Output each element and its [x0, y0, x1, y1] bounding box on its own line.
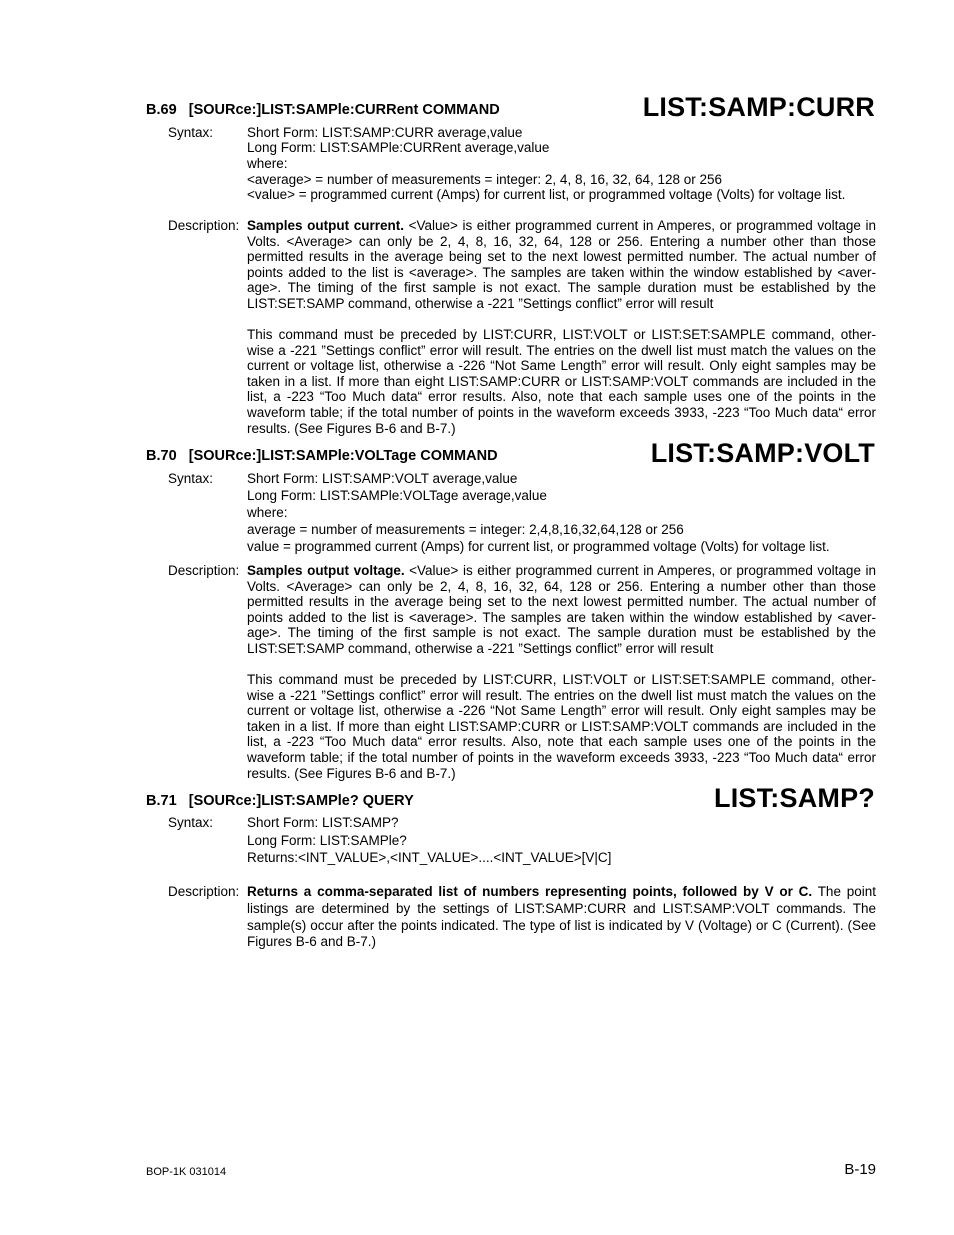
description-label: Description: — [168, 218, 240, 233]
syntax-line: <average> = number of measurements = integer: 2, 4, 8, 16, 32, 64, 128 or 256 — [247, 172, 723, 187]
section-heading-text: [SOURce:]LIST:SAMPle:VOLTage COMMAND — [188, 448, 498, 464]
syntax-label: Syntax: — [168, 125, 214, 140]
footer-page-number: B-19 — [844, 1161, 876, 1178]
section-number: B.69 — [146, 102, 177, 118]
section-heading-b70 — [146, 448, 498, 464]
syntax-line: Long Form: LIST:SAMPle:VOLTage average,value — [247, 488, 547, 503]
syntax-line: Short Form: LIST:SAMP:VOLT average,value — [247, 471, 518, 486]
section-number: B.70 — [146, 448, 177, 464]
section-heading-b71 — [146, 793, 414, 809]
description-paragraph: This command must be preceded by LIST:CURR, LIST:VOLT or LIST:SET:SAMPLE command, other-wise a -221 ”Settings conflict” error will result. The entries on the dwell list must match the values on the current or voltage list, otherwise a -226 “Not Same Length” error will result. Only eight samples may be taken in a list. If more than eight LIST:SAMP:CURR or LIST:SAMP:VOLT commands are included in the list, a -223 “Too Much data“ error results. Also, note that each sample uses one of the points in the waveform table; if the total number of points in the waveform exceeds 3933, -223 “Too Much data“ error results. (See Figures B-6 and B-7.) — [247, 327, 876, 436]
description-label: Description: — [168, 563, 240, 578]
section-number: B.71 — [146, 793, 177, 809]
section-heading-b69 — [146, 102, 500, 118]
syntax-label: Syntax: — [168, 815, 214, 830]
description-label: Description: — [168, 884, 240, 899]
syntax-line: Returns:<INT_VALUE>,<INT_VALUE>....<INT_VALUE>[V|C] — [247, 850, 612, 865]
description-paragraph: This command must be preceded by LIST:CURR, LIST:VOLT or LIST:SET:SAMPLE command, other-wise a -221 ”Settings conflict” error will result. The entries on the dwell list must match the values on the current or voltage list, otherwise a -226 “Not Same Length” error will result. Only eight samples may be taken in a list. If more than eight LIST:SAMP:CURR or LIST:SAMP:VOLT commands are included in the list, a -223 “Too Much data“ error results. Also, note that each sample uses one of the points in the waveform table; if the total number of points in the waveform exceeds 3933, -223 “Too Much data“ error results. (See Figures B-6 and B-7.) — [247, 672, 876, 781]
description-text: <Value> is either programmed current in Amperes, or programmed voltage in Volts. <Average> can only be 2, 4, 8, 16, 32, 64, 128 or 256. Entering a number other than those permitted results in the average being set to the next lowest permitted number. The actual number of points added to the list is <average>. The samples are taken within the window established by <aver-age>. The timing of the first sample is not exact. The sample duration must be established by the LIST:SET:SAMP command, otherwise a -221 ”Settings conflict” error will result — [247, 563, 876, 656]
command-title-b69: LIST:SAMP:CURR — [642, 92, 875, 122]
section-heading-text: [SOURce:]LIST:SAMPle:CURRent COMMAND — [188, 102, 500, 118]
description-lead: Samples output voltage. — [247, 563, 405, 578]
syntax-line: Long Form: LIST:SAMPle? — [247, 833, 407, 848]
description-text: The point listings are determined by the settings of LIST:SAMP:CURR and LIST:SAMP:VOLT commands. The sample(s) occur after the points indicated. The type of list is indicated by V (Voltage) or C (Current). (See Figures B-6 and B-7.) — [247, 884, 876, 950]
command-title-b70: LIST:SAMP:VOLT — [650, 438, 875, 468]
syntax-line: where: — [247, 156, 288, 171]
section-heading-text: [SOURce:]LIST:SAMPle? QUERY — [188, 793, 414, 809]
description-lead: Samples output current. — [247, 218, 404, 233]
description-text: <Value> is either programmed current in Amperes, or programmed voltage in Volts. <Average> can only be 2, 4, 8, 16, 32, 64, 128 or 256. Entering a number other than those permitted results in the average being set to the next lowest permitted number. The actual number of points added to the list is <average>. The samples are taken within the window established by <aver-age>. The timing of the first sample is not exact. The sample duration must be established by the LIST:SET:SAMP command, otherwise a -221 ”Settings conflict” error will result — [247, 218, 876, 311]
footer-doc-id: BOP-1K 031014 — [146, 1166, 227, 1178]
syntax-line: Long Form: LIST:SAMPle:CURRent average,value — [247, 140, 550, 155]
syntax-line: where: — [247, 505, 288, 520]
syntax-line: value = programmed current (Amps) for current list, or programmed voltage (Volts) for voltage list. — [247, 539, 830, 554]
syntax-line: Short Form: LIST:SAMP? — [247, 815, 399, 830]
description-paragraph — [247, 563, 876, 657]
description-paragraph — [247, 218, 876, 312]
description-paragraph — [247, 884, 876, 951]
syntax-label: Syntax: — [168, 471, 214, 486]
syntax-line: <value> = programmed current (Amps) for current list, or programmed voltage (Volts) for voltage list. — [247, 187, 846, 202]
description-lead: Returns a comma-separated list of numbers representing points, followed by V or C. — [247, 884, 813, 899]
command-title-b71: LIST:SAMP? — [714, 783, 875, 813]
syntax-line: Short Form: LIST:SAMP:CURR average,value — [247, 125, 523, 140]
syntax-line: average = number of measurements = integer: 2,4,8,16,32,64,128 or 256 — [247, 522, 684, 537]
